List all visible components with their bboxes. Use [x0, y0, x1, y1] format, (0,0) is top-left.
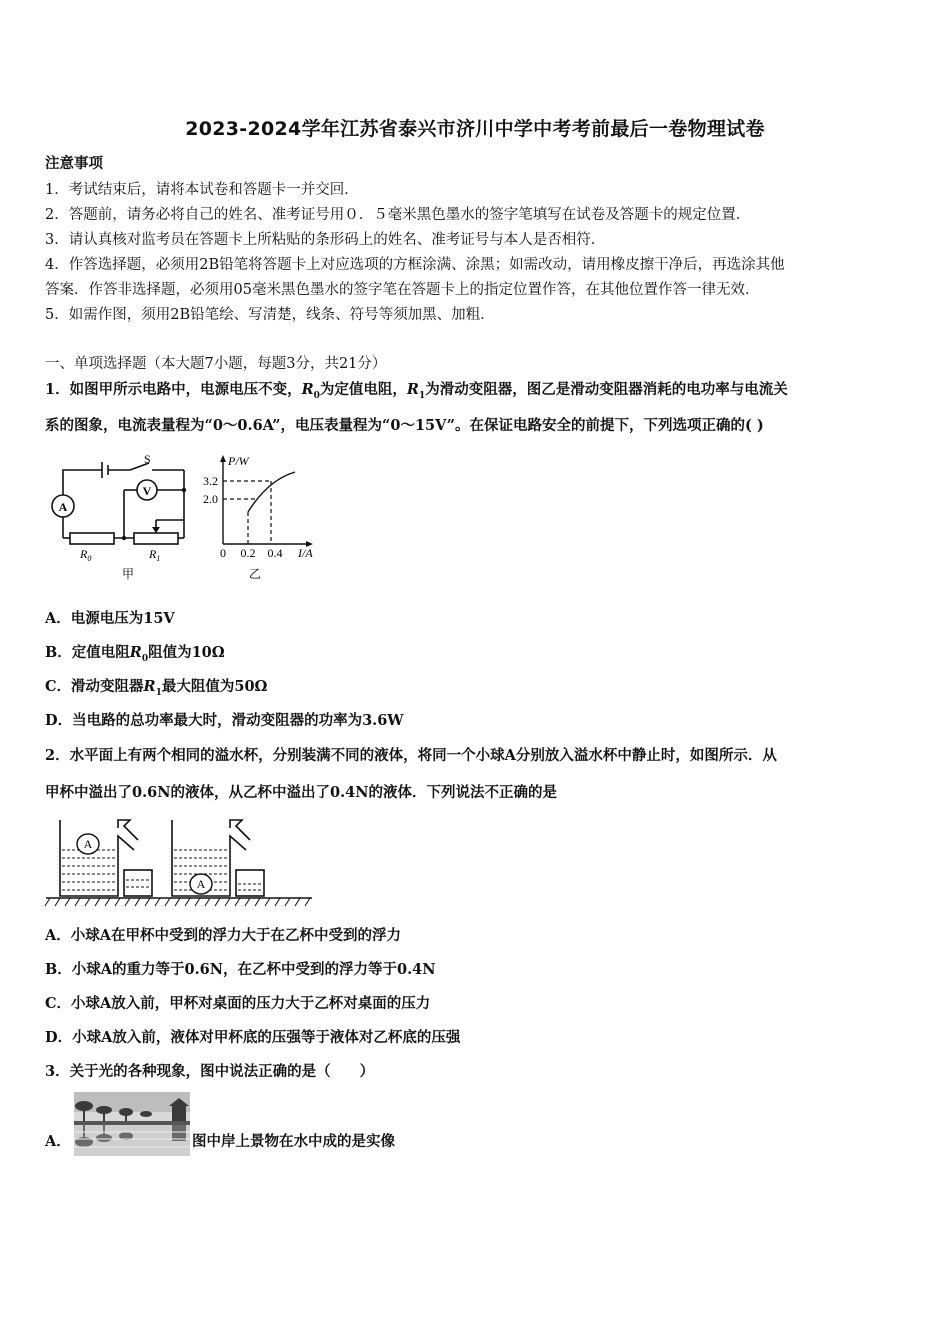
q2-option-a: A．小球A在甲杯中受到的浮力大于在乙杯中受到的浮力 [45, 927, 401, 944]
q1-option-d: D．当电路的总功率最大时，滑动变阻器的功率为3.6W [45, 712, 404, 729]
notice-item: 5．如需作图，须用2B铅笔绘、写清楚，线条、符号等须加黑、加粗． [45, 307, 495, 323]
switch-label: S [144, 452, 151, 466]
x-tick: 0.4 [267, 546, 283, 560]
page-title: 2023-2024学年江苏省泰兴市济川中学中考考前最后一卷物理试卷 [185, 118, 765, 140]
caption-yi: 乙 [248, 567, 262, 581]
q2-stem-line1: 2．水平面上有两个相同的溢水杯，分别装满不同的液体，将同一个小球A分别放入溢水杯中静止时，如图所示．从 [45, 747, 777, 764]
q2-overflow-cups-figure [44, 812, 314, 916]
q1-stem-line2: 系的图象，电流表量程为“0～0.6A”，电压表量程为“0～15V”。在保证电路安全的前提下，下列选项正确的( ) [45, 417, 764, 434]
notice-heading: 注意事项 [45, 155, 103, 172]
notice-item: 3．请认真核对监考员在答题卡上所粘贴的条形码上的姓名、准考证号与本人是否相符． [45, 232, 606, 248]
x-tick: 0 [220, 546, 226, 560]
q2-option-b: B．小球A的重力等于0.6N，在乙杯中受到的浮力等于0.4N [45, 961, 436, 978]
x-axis-label: I/A [298, 546, 313, 560]
q3-option-a-letter: A． [45, 1133, 71, 1150]
reflection-photo [74, 1092, 190, 1156]
r0-label: $R_0$ [80, 547, 92, 563]
x-tick: 0.2 [240, 546, 256, 560]
q3-option-a-text: 图中岸上景物在水中成的是实像 [192, 1133, 395, 1150]
q2-option-d: D．小球A放入前，液体对甲杯底的压强等于液体对乙杯底的压强 [45, 1029, 461, 1046]
q3-stem: 3．关于光的各种现象，图中说法正确的是（ ） [45, 1063, 375, 1080]
caption-jia: 甲 [121, 567, 135, 581]
notice-item: 2．答题前，请务必将自己的姓名、准考证号用０．５毫米黑色墨水的签字笔填写在试卷及答题卡的规定位置． [45, 207, 751, 223]
ball-label: A [83, 837, 93, 851]
q1-power-current-graph [198, 450, 328, 585]
r1-label: $R_1$ [149, 547, 161, 563]
q1-option-b: B．定值电阻$R_0$阻值为10Ω [45, 644, 225, 664]
notice-item: 1．考试结束后，请将本试卷和答题卡一并交回． [45, 182, 359, 198]
y-axis-label: P/W [228, 454, 249, 468]
q1-option-c: C．滑动变阻器$R_1$最大阻值为50Ω [45, 678, 268, 698]
q1-stem-line1: 1．如图甲所示电路中，电源电压不变，$R_0$为定值电阻，$R_1$为滑动变阻器，图乙是滑动变阻器消耗的电功率与电流关 [45, 381, 788, 401]
ball-label: A [196, 877, 206, 891]
y-tick: 2.0 [203, 492, 218, 506]
ammeter-label: A [58, 500, 68, 514]
section-heading: 一、单项选择题（本大题7小题，每题3分，共21分） [45, 356, 387, 372]
q1-circuit-diagram [46, 450, 196, 585]
q1-option-a: A．电源电压为15V [45, 610, 175, 627]
y-tick: 3.2 [203, 474, 218, 488]
notice-item: 答案．作答非选择题，必须用05毫米黑色墨水的签字笔在答题卡上的指定位置作答，在其他位置作答一律无效． [45, 282, 760, 298]
q2-option-c: C．小球A放入前，甲杯对桌面的压力大于乙杯对桌面的压力 [45, 995, 431, 1012]
q2-stem-line2: 甲杯中溢出了0.6N的液体，从乙杯中溢出了0.4N的液体．下列说法不正确的是 [45, 784, 557, 801]
voltmeter-label: V [142, 484, 152, 498]
notice-item: 4．作答选择题，必须用2B铅笔将答题卡上对应选项的方框涂满、涂黑；如需改动，请用橡皮擦干净后，再选涂其他 [45, 257, 785, 273]
